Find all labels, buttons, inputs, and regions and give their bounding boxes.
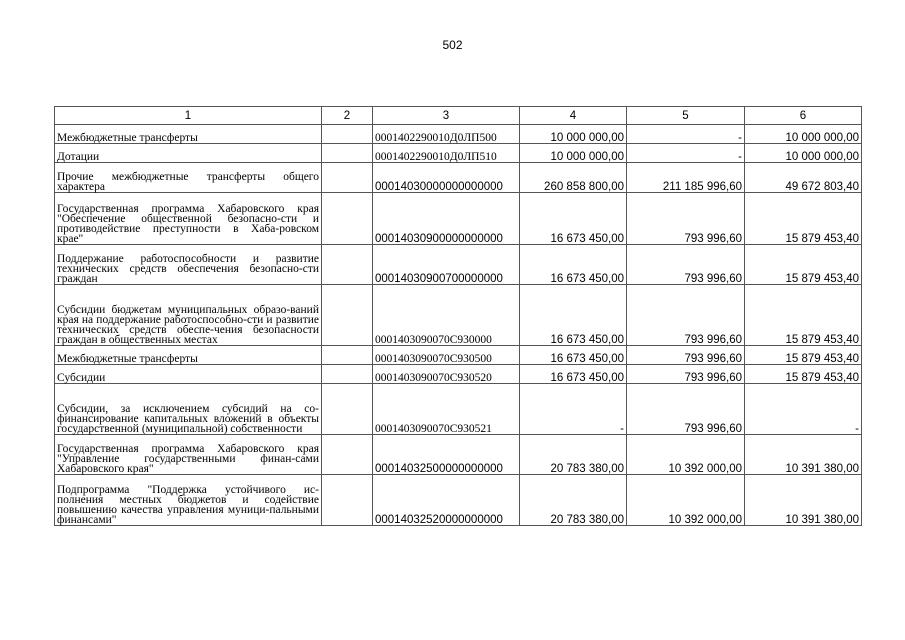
- row-value-5: -: [627, 144, 745, 163]
- row-name: Межбюджетные трансферты: [55, 346, 322, 365]
- row-code: 00014030000000000000: [373, 163, 520, 193]
- row-col2: [322, 475, 373, 526]
- row-value-5: 793 996,60: [627, 346, 745, 365]
- row-code: 0001402290010Д0ЛП500: [373, 125, 520, 144]
- row-value-4: 16 673 450,00: [520, 245, 627, 285]
- row-value-4: 16 673 450,00: [520, 193, 627, 245]
- row-value-4: 16 673 450,00: [520, 346, 627, 365]
- row-value-4: 260 858 800,00: [520, 163, 627, 193]
- table-row: [55, 435, 862, 475]
- row-name: Поддержание работоспособности и развитие технических средств обеспечения безопасно-сти граждан: [55, 245, 322, 285]
- row-value-6: 10 391 380,00: [745, 475, 862, 526]
- row-value-4: 10 000 000,00: [520, 144, 627, 163]
- row-value-6: 15 879 453,40: [745, 285, 862, 346]
- row-col2: [322, 435, 373, 475]
- row-code: 00014030900000000000: [373, 193, 520, 245]
- column-header-2: 2: [322, 107, 373, 125]
- table-row: [55, 163, 862, 193]
- row-value-5: -: [627, 125, 745, 144]
- row-value-5: 793 996,60: [627, 365, 745, 384]
- row-name: Прочие межбюджетные трансферты общего характера: [55, 163, 322, 193]
- column-header-3: 3: [373, 107, 520, 125]
- row-col2: [322, 245, 373, 285]
- row-code: 0001403090070С930520: [373, 365, 520, 384]
- row-value-4: 20 783 380,00: [520, 475, 627, 526]
- row-value-6: 10 391 380,00: [745, 435, 862, 475]
- row-col2: [322, 125, 373, 144]
- column-header-6: 6: [745, 107, 862, 125]
- row-value-5: 793 996,60: [627, 384, 745, 435]
- row-code: 00014032500000000000: [373, 435, 520, 475]
- table-row: [55, 245, 862, 285]
- row-col2: [322, 346, 373, 365]
- row-value-5: 793 996,60: [627, 285, 745, 346]
- row-code: 0001403090070С930500: [373, 346, 520, 365]
- page-number: 502: [442, 38, 463, 52]
- row-value-6: 10 000 000,00: [745, 125, 862, 144]
- row-col2: [322, 384, 373, 435]
- row-value-6: 49 672 803,40: [745, 163, 862, 193]
- table-row: [55, 125, 862, 144]
- row-name: Дотации: [55, 144, 322, 163]
- row-value-6: 15 879 453,40: [745, 346, 862, 365]
- row-value-6: 10 000 000,00: [745, 144, 862, 163]
- row-name: Государственная программа Хабаровского края "Обеспечение общественной безопасно-сти и противодействие преступности в Хаба-ровском крае": [55, 193, 322, 245]
- budget-table: [54, 106, 862, 526]
- table-row: [55, 285, 862, 346]
- row-value-4: 10 000 000,00: [520, 125, 627, 144]
- row-col2: [322, 365, 373, 384]
- row-col2: [322, 163, 373, 193]
- row-col2: [322, 285, 373, 346]
- table-row: [55, 384, 862, 435]
- column-header-4: 4: [520, 107, 627, 125]
- row-name: Подпрограмма "Поддержка устойчивого ис-полнения местных бюджетов и содействие повышению качества управления муници-пальными финансами": [55, 475, 322, 526]
- table-row: [55, 144, 862, 163]
- row-code: 0001402290010Д0ЛП510: [373, 144, 520, 163]
- table-row: [55, 346, 862, 365]
- table-body: [55, 125, 862, 526]
- row-col2: [322, 144, 373, 163]
- table-row: [55, 365, 862, 384]
- row-value-5: 10 392 000,00: [627, 435, 745, 475]
- row-value-6: 15 879 453,40: [745, 365, 862, 384]
- row-code: 0001403090070С930000: [373, 285, 520, 346]
- column-header-1: 1: [55, 107, 322, 125]
- column-header-5: 5: [627, 107, 745, 125]
- row-name: Межбюджетные трансферты: [55, 125, 322, 144]
- row-code: 00014032520000000000: [373, 475, 520, 526]
- row-value-4: 16 673 450,00: [520, 285, 627, 346]
- row-name: Субсидии: [55, 365, 322, 384]
- row-name: Субсидии, за исключением субсидий на со-финансирование капитальных вложений в объекты государственной (муниципальной) собственности: [55, 384, 322, 435]
- header-row: [55, 107, 862, 125]
- row-name: Государственная программа Хабаровского края "Управление государственными финан-сами Хабаровского края": [55, 435, 322, 475]
- row-value-6: -: [745, 384, 862, 435]
- row-code: 0001403090070С930521: [373, 384, 520, 435]
- row-value-6: 15 879 453,40: [745, 245, 862, 285]
- row-value-4: 16 673 450,00: [520, 365, 627, 384]
- row-value-5: 793 996,60: [627, 193, 745, 245]
- row-value-4: -: [520, 384, 627, 435]
- table-row: [55, 475, 862, 526]
- row-value-5: 10 392 000,00: [627, 475, 745, 526]
- row-value-4: 20 783 380,00: [520, 435, 627, 475]
- row-name: Субсидии бюджетам муниципальных образо-ваний края на поддержание работоспособно-сти и развитие технических средств обеспе-чения безопасности граждан в общественных местах: [55, 285, 322, 346]
- row-value-5: 211 185 996,60: [627, 163, 745, 193]
- row-code: 00014030900700000000: [373, 245, 520, 285]
- table-row: [55, 193, 862, 245]
- row-col2: [322, 193, 373, 245]
- row-value-5: 793 996,60: [627, 245, 745, 285]
- row-value-6: 15 879 453,40: [745, 193, 862, 245]
